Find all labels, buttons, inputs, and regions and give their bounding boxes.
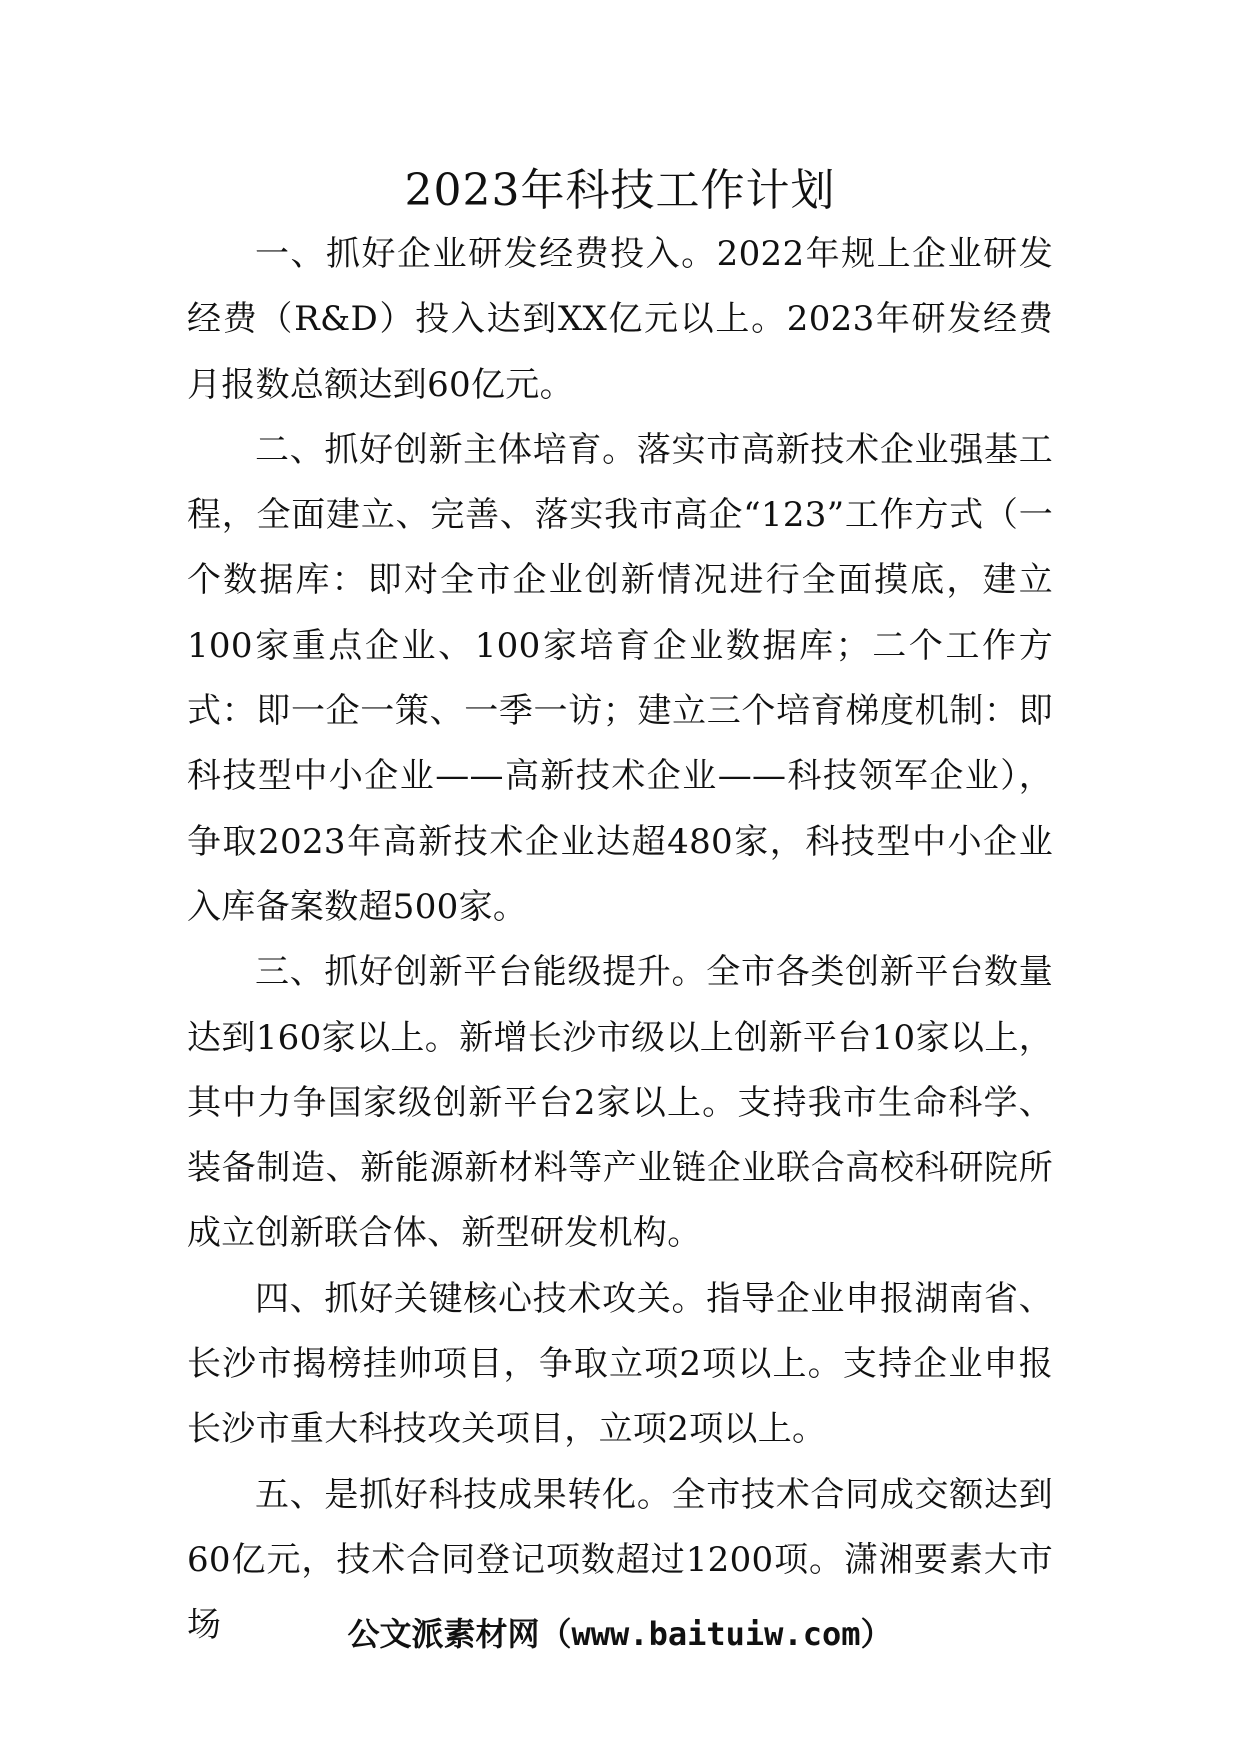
paragraph-4: 四、抓好关键核心技术攻关。指导企业申报湖南省、长沙市揭榜挂帅项目，争取立项2项以上。支持企业申报长沙市重大科技攻关项目，立项2项以上。	[187, 1278, 1053, 1450]
paragraph-3: 三、抓好创新平台能级提升。全市各类创新平台数量达到160家以上。新增长沙市级以上创新平台10家以上，其中力争国家级创新平台2家以上。支持我市生命科学、装备制造、新能源新材料等产业链企业联合高校科研院所成立创新联合体、新型研发机构。	[187, 952, 1053, 1254]
footer-url: （www.baituiw.com）	[539, 1615, 893, 1653]
document-page	[187, 160, 1053, 1659]
footer-site-name: 公文派素材网	[347, 1615, 540, 1653]
document-title: 2023年科技工作计划	[404, 165, 836, 216]
source-footer	[0, 1612, 1240, 1656]
paragraph-2: 二、抓好创新主体培育。落实市高新技术企业强基工程，全面建立、完善、落实我市高企“123”工作方式（一个数据库：即对全市企业创新情况进行全面摸底，建立100家重点企业、100家培育企业数据库；二个工作方式：即一企一策、一季一访；建立三个培育梯度机制：即科技型中小企业——高新技术企业——科技领军企业），争取2023年高新技术企业达超480家，科技型中小企业入库备案数超500家。	[187, 429, 1053, 927]
paragraph-5: 五、是抓好科技成果转化。全市技术合同成交额达到60亿元，技术合同登记项数超过1200项。潇湘要素大市场	[187, 1474, 1053, 1646]
paragraph-1: 一、抓好企业研发经费投入。2022年规上企业研发经费（R&D）投入达到XX亿元以上。2023年研发经费月报数总额达到60亿元。	[187, 234, 1053, 405]
